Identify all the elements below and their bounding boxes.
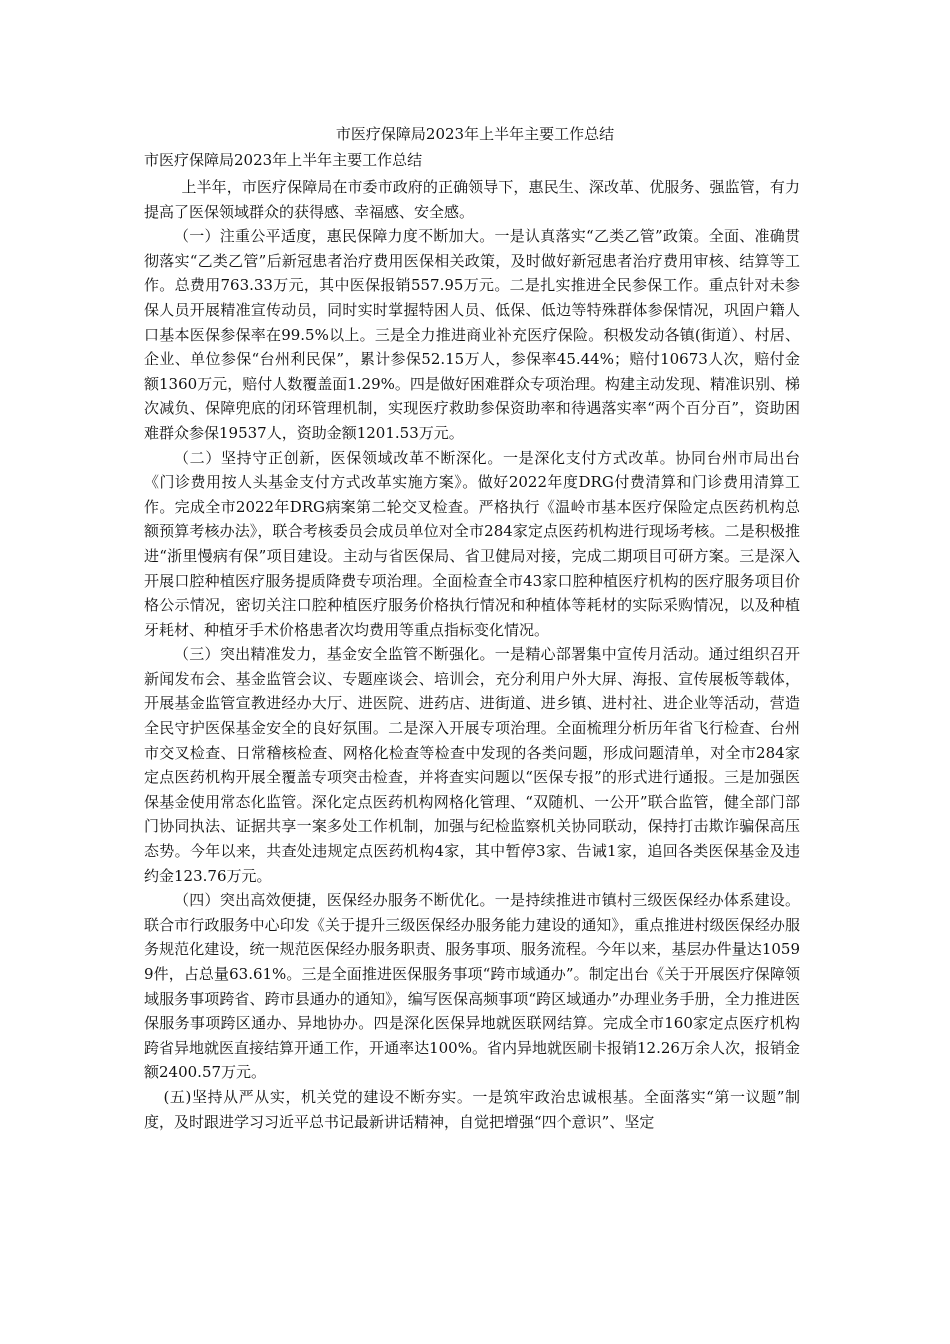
document-title: 市医疗保障局2023年上半年主要工作总结 bbox=[335, 125, 615, 143]
paragraph-intro: 上半年，市医疗保障局在市委市政府的正确领导下，惠民生、深改革、优服务、强监管，有力提高了医保领域群众的获得感、幸福感、安全感。 bbox=[144, 178, 800, 221]
paragraph-section-3: （三）突出精准发力，基金安全监管不断强化。一是精心部署集中宣传月活动。通过组织召开新闻发布会、基金监管会议、专题座谈会、培训会，充分利用户外大屏、海报、宣传展板等载体，开展基金监管宣教进经办大厅、进医院、进药店、进街道、进乡镇、进村社、进企业等活动，营造全民守护医保基金安全的良好氛围。二是深入开展专项治理。全面梳理分析历年省飞行检查、台州市交叉检查、日常稽核检查、网格化检查等检查中发现的各类问题，形成问题清单，对全市284家定点医药机构开展全覆盖专项突击检查，并将查实问题以“医保专报”的形式进行通报。三是加强医保基金使用常态化监管。深化定点医药机构网格化管理、“双随机、一公开”联合监管，健全部门部门协同执法、证据共享一案多处工作机制，加强与纪检监察机关协同联动，保持打击欺诈骗保高压态势。今年以来，共查处违规定点医药机构4家，其中暂停3家、告诫1家，追回各类医保基金及违约金123.76万元。 bbox=[144, 645, 800, 885]
paragraph-section-2: （二）坚持守正创新，医保领域改革不断深化。一是深化支付方式改革。协同台州市局出台《门诊费用按人头基金支付方式改革实施方案》。做好2022年度DRG付费清算和门诊费用清算工作。完成全市2022年DRG病案第二轮交叉检查。严格执行《温岭市基本医疗保险定点医药机构总额预算考核办法》，联合考核委员会成员单位对全市284家定点医药机构进行现场考核。二是积极推进“浙里慢病有保”项目建设。主动与省医保局、省卫健局对接，完成二期项目可研方案。三是深入开展口腔种植医疗服务提质降费专项治理。全面检查全市43家口腔种植医疗机构的医疗服务项目价格公示情况，密切关注口腔种植医疗服务价格执行情况和种植体等耗材的实际采购情况，以及种植牙耗材、种植牙手术价格患者次均费用等重点指标变化情况。 bbox=[144, 448, 800, 639]
paragraph-section-1: （一）注重公平适度，惠民保障力度不断加大。一是认真落实“乙类乙管”政策。全面、准确贯彻落实“乙类乙管”后新冠患者治疗费用医保相关政策，及时做好新冠患者治疗费用审核、结算等工作。总费用763.33万元，其中医保报销557.95万元。二是扎实推进全民参保工作。重点针对未参保人员开展精准宣传动员，同时实时掌握特困人员、低保、低边等特殊群体参保情况，巩固户籍人口基本医保参保率在99.5%以上。三是全力推进商业补充医疗保险。积极发动各镇(街道）、村居、企业、单位参保“台州利民保”，累计参保52.15万人，参保率45.44%；赔付10673人次，赔付金额1360万元，赔付人数覆盖面1.29%。四是做好困难群众专项治理。构建主动发现、精准识别、梯次减负、保障兜底的闭环管理机制，实现医疗救助参保资助率和待遇落实率“两个百分百”，资助困难群众参保19537人，资助金额1201.53万元。 bbox=[144, 227, 800, 442]
paragraph-section-4: （四）突出高效便捷，医保经办服务不断优化。一是持续推进市镇村三级医保经办体系建设。联合市行政服务中心印发《关于提升三级医保经办服务能力建设的通知》，重点推进村级医保经办服务规范化建设，统一规范医保经办服务职责、服务事项、服务流程。今年以来，基层办件量达10599件，占总量63.61%。三是全面推进医保服务事项“跨市域通办”。制定出台《关于开展医疗保障领域服务事项跨省、跨市县通办的通知》，编写医保高频事项“跨区域通办”办理业务手册，全力推进医保服务事项跨区通办、异地协办。四是深化医保异地就医联网结算。完成全市160家定点医疗机构跨省异地就医直接结算开通工作，开通率达100%。省内异地就医刷卡报销12.26万余人次，报销金额2400.57万元。 bbox=[144, 891, 800, 1082]
document-subtitle: 市医疗保障局2023年上半年主要工作总结 bbox=[144, 151, 423, 169]
paragraph-section-5: (五)坚持从严从实，机关党的建设不断夯实。一是筑牢政治忠诚根基。全面落实“第一议题”制度，及时跟进学习习近平总书记最新讲话精神，自觉把增强“四个意识”、坚定 bbox=[144, 1087, 800, 1131]
document-body bbox=[144, 175, 800, 1134]
